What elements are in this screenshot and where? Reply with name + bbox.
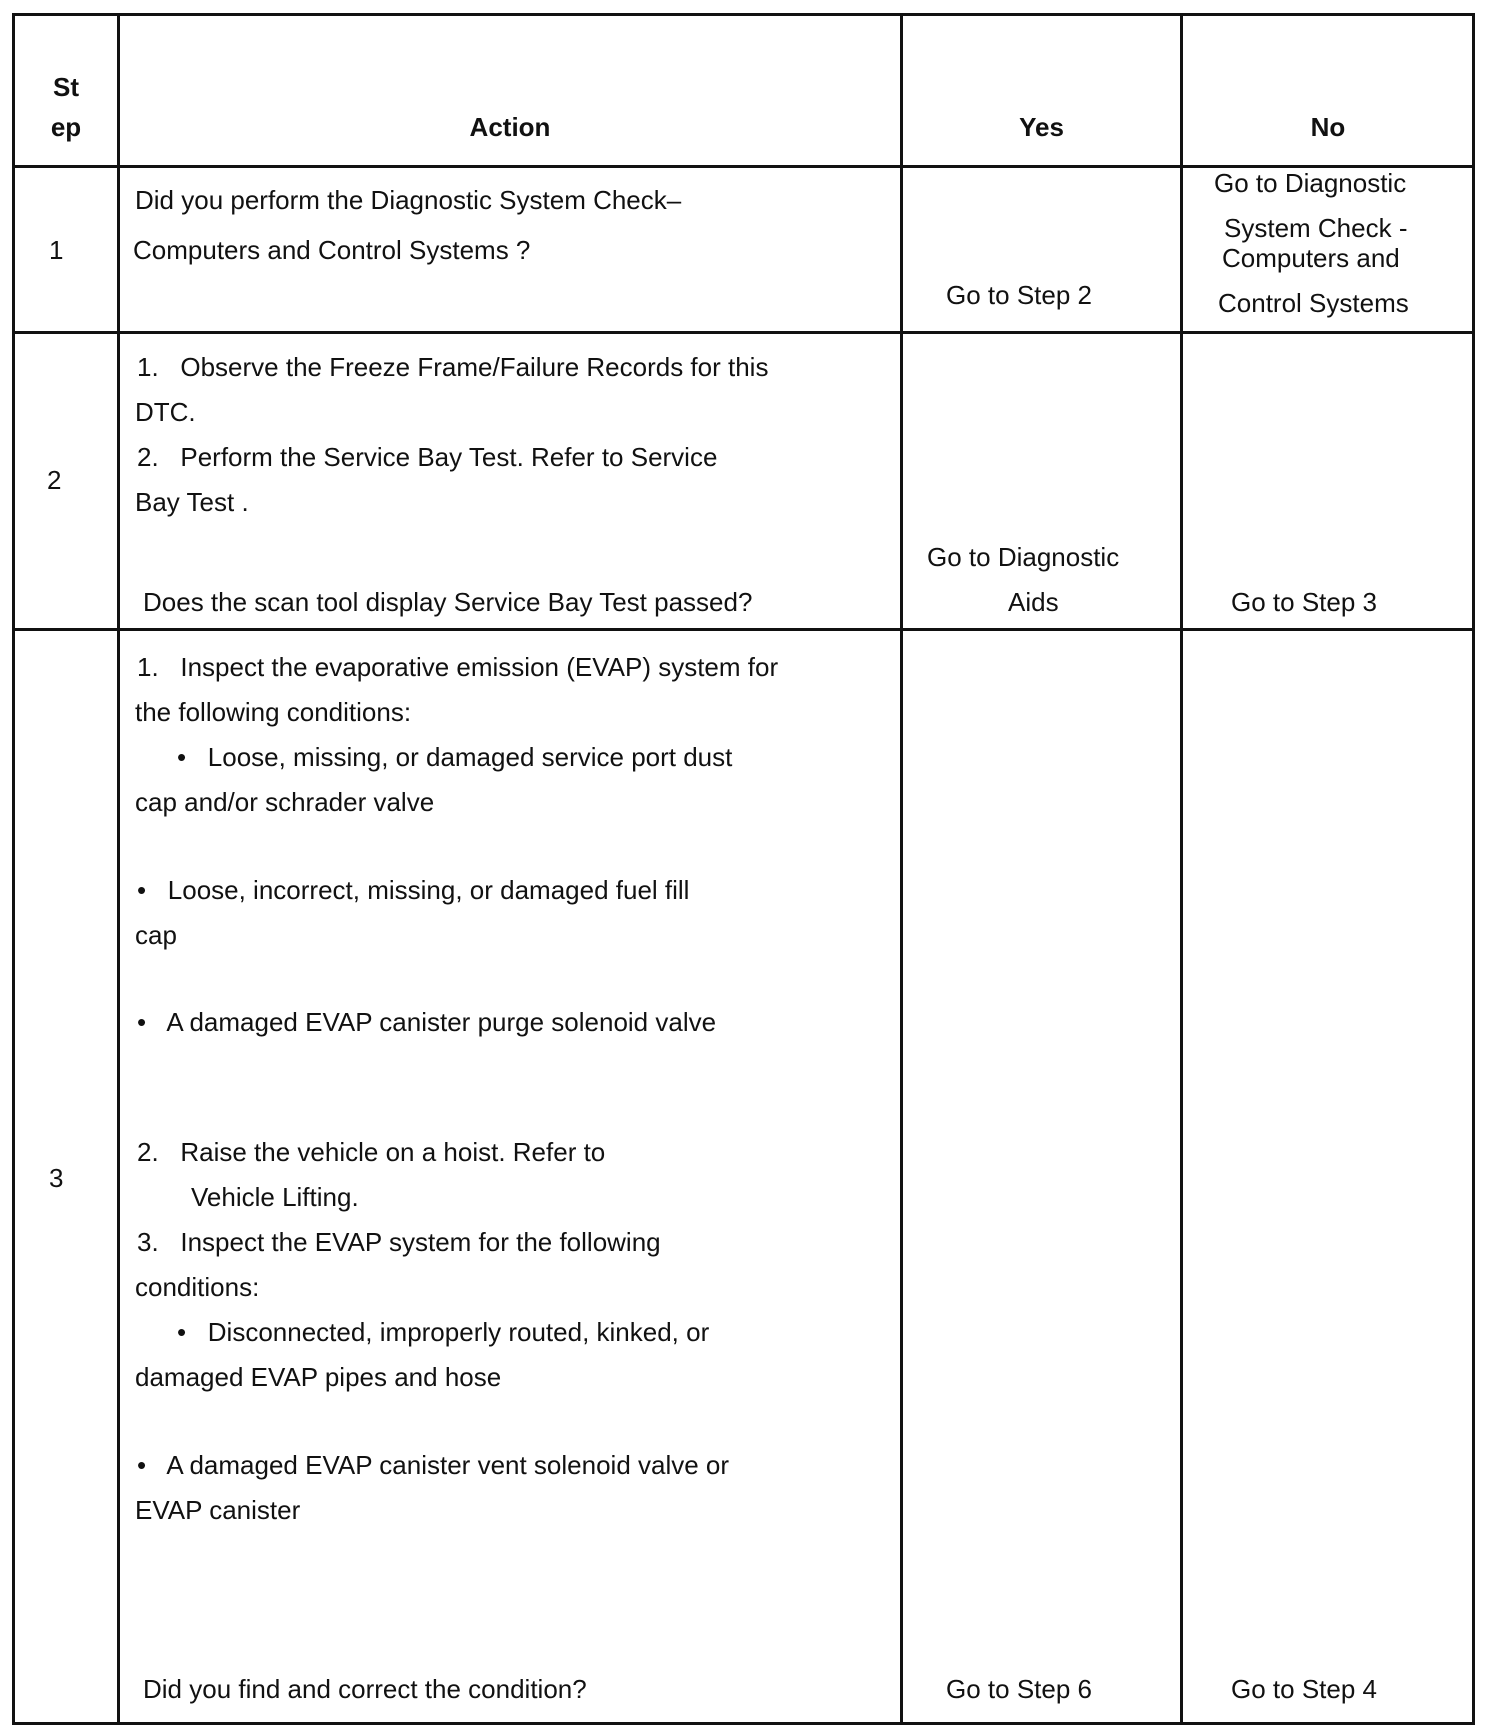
row-3-action-line-5: • Loose, incorrect, missing, or damaged fuel fill — [137, 875, 690, 905]
header-step-line2: ep — [50, 112, 82, 142]
row-1-divider — [15, 331, 1472, 334]
row-3-no: Go to Step 4 — [1231, 1674, 1377, 1704]
row-3-action-line-15: EVAP canister — [135, 1495, 301, 1525]
row-1-step: 1 — [49, 235, 64, 265]
row-3-action-line-14: • A damaged EVAP canister vent solenoid valve or — [137, 1450, 730, 1480]
row-1-no-line-4: Control Systems — [1218, 288, 1409, 318]
row-1-action-line-1: Did you perform the Diagnostic System Check– — [135, 185, 682, 215]
row-2-divider — [15, 628, 1472, 631]
row-2-action-line-2: DTC. — [135, 397, 196, 427]
row-3-action-line-3: • Loose, missing, or damaged service port dust — [177, 742, 733, 772]
row-3-action-line-12: • Disconnected, improperly routed, kinked, or — [177, 1317, 710, 1347]
row-3-action-line-6: cap — [135, 920, 177, 950]
row-2-action-line-4: Bay Test . — [135, 487, 249, 517]
row-3-action-line-13: damaged EVAP pipes and hose — [135, 1362, 502, 1392]
diagnostic-table — [12, 13, 1475, 1725]
row-1-no-line-3: Computers and — [1222, 243, 1400, 273]
row-1-yes: Go to Step 2 — [946, 280, 1092, 310]
header-no: No — [1310, 112, 1346, 142]
row-2-no: Go to Step 3 — [1231, 587, 1377, 617]
yes-column-divider — [1180, 16, 1183, 1722]
row-3-action-line-4: cap and/or schrader valve — [135, 787, 435, 817]
row-2-yes-line-2: Aids — [1008, 587, 1059, 617]
row-2-action-line-1: 1. Observe the Freeze Frame/Failure Records for this — [137, 352, 769, 382]
header-action: Action — [469, 112, 551, 142]
row-3-action-line-2: the following conditions: — [135, 697, 412, 727]
row-3-action-line-11: conditions: — [135, 1272, 260, 1302]
row-3-action-line-1: 1. Inspect the evaporative emission (EVAP) system for — [137, 652, 779, 682]
row-2-action-line-5: Does the scan tool display Service Bay Test passed? — [143, 587, 753, 617]
row-2-action-line-3: 2. Perform the Service Bay Test. Refer to Service — [137, 442, 718, 472]
row-3-step: 3 — [49, 1163, 64, 1193]
step-column-divider — [117, 16, 120, 1722]
row-3-action-line-10: 3. Inspect the EVAP system for the following — [137, 1227, 661, 1257]
row-3-yes: Go to Step 6 — [946, 1674, 1092, 1704]
row-2-step: 2 — [47, 465, 62, 495]
row-3-action-line-9: Vehicle Lifting. — [191, 1182, 359, 1212]
header-yes: Yes — [1019, 112, 1064, 142]
action-column-divider — [900, 16, 903, 1722]
row-1-no-line-2: System Check - — [1224, 213, 1408, 243]
header-step-line1: St — [53, 72, 79, 102]
row-1-no-line-1: Go to Diagnostic — [1214, 168, 1407, 198]
row-1-action-line-2: Computers and Control Systems ? — [133, 235, 531, 265]
row-2-yes-line-1: Go to Diagnostic — [927, 542, 1120, 572]
row-3-action-line-16: Did you find and correct the condition? — [143, 1674, 587, 1704]
row-3-action-line-8: 2. Raise the vehicle on a hoist. Refer to — [137, 1137, 606, 1167]
row-3-action-line-7: • A damaged EVAP canister purge solenoid valve — [137, 1007, 717, 1037]
